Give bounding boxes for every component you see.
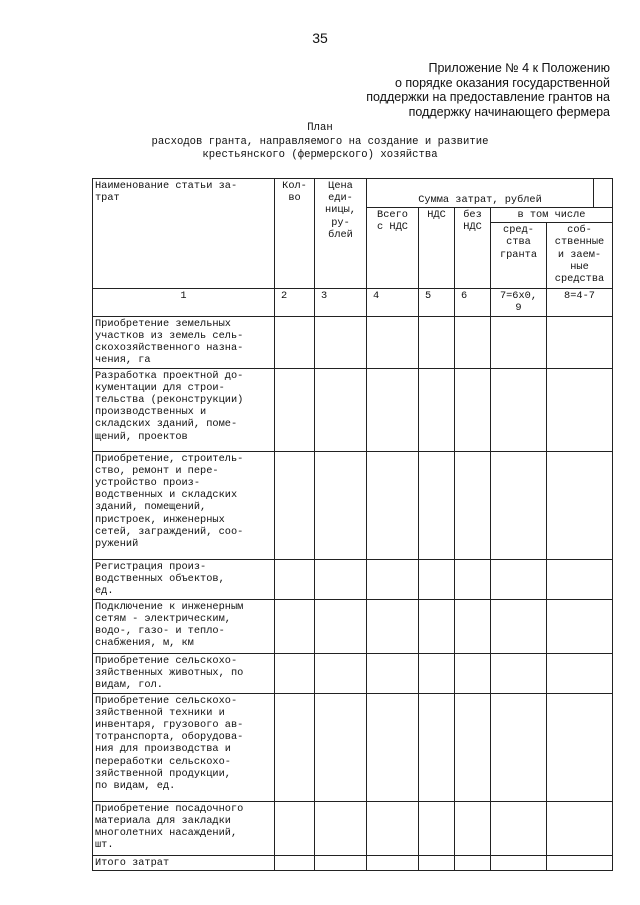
value-cell[interactable] <box>455 599 491 653</box>
column-number: 7=6х0, 9 <box>491 289 547 316</box>
row-label: Приобретение земельных участков из земель сель- скохозяйственного назна- чения, га <box>93 316 275 368</box>
value-cell[interactable] <box>367 559 419 599</box>
value-cell[interactable] <box>275 316 315 368</box>
row-label: Приобретение сельскохо- зяйственной техники и инвентаря, грузового ав- тотранспорта, оборудова- ния для производства и переработки сельскохо- зяйственной продукции, по видам, ед. <box>93 693 275 801</box>
column-number: 2 <box>275 289 315 316</box>
header-unit-price: Цена еди- ницы, ру- блей <box>315 179 367 289</box>
value-cell[interactable] <box>419 801 455 855</box>
value-cell[interactable] <box>419 653 455 693</box>
value-cell[interactable] <box>491 599 547 653</box>
value-cell[interactable] <box>547 653 613 693</box>
value-cell[interactable] <box>315 693 367 801</box>
value-cell[interactable] <box>547 559 613 599</box>
row-label: Приобретение сельскохо- зяйственных животных, по видам, гол. <box>93 653 275 693</box>
table-row <box>93 316 613 368</box>
value-cell[interactable] <box>547 855 613 870</box>
value-cell[interactable] <box>315 559 367 599</box>
header-quantity: Кол- во <box>275 179 315 289</box>
value-cell[interactable] <box>367 368 419 451</box>
row-label: Разработка проектной до- кументации для строи- тельства (реконструкции) производственных и складских зданий, поме- щений, проектов <box>93 368 275 451</box>
value-cell[interactable] <box>419 559 455 599</box>
value-cell[interactable] <box>455 855 491 870</box>
value-cell[interactable] <box>367 599 419 653</box>
appendix-line: поддержки на предоставление грантов на <box>366 90 610 104</box>
value-cell[interactable] <box>275 855 315 870</box>
value-cell[interactable] <box>275 368 315 451</box>
value-cell[interactable] <box>491 451 547 559</box>
table-row <box>93 559 613 599</box>
value-cell[interactable] <box>275 559 315 599</box>
value-cell[interactable] <box>315 451 367 559</box>
value-cell[interactable] <box>491 368 547 451</box>
value-cell[interactable] <box>455 653 491 693</box>
value-cell[interactable] <box>455 801 491 855</box>
row-label: Приобретение, строитель- ство, ремонт и пере- устройство произ- водственных и складских зданий, помещений, пристроек, инженерных сетей, заграждений, соо- ружений <box>93 451 275 559</box>
value-cell[interactable] <box>491 316 547 368</box>
value-cell[interactable] <box>491 801 547 855</box>
table-row <box>93 599 613 653</box>
value-cell[interactable] <box>455 316 491 368</box>
table-row <box>93 451 613 559</box>
row-label: Итого затрат <box>93 855 275 870</box>
value-cell[interactable] <box>367 451 419 559</box>
value-cell[interactable] <box>275 693 315 801</box>
header-without-vat: без НДС <box>455 208 491 289</box>
title-line: расходов гранта, направляемого на создание и развитие <box>151 135 489 148</box>
value-cell[interactable] <box>455 451 491 559</box>
value-cell[interactable] <box>547 801 613 855</box>
title-line: План <box>307 122 333 134</box>
row-label: Подключение к инженерным сетям - электрическим, водо-, газо- и тепло- снабжения, м, км <box>93 599 275 653</box>
value-cell[interactable] <box>547 693 613 801</box>
column-number: 8=4-7 <box>547 289 613 316</box>
value-cell[interactable] <box>275 451 315 559</box>
value-cell[interactable] <box>315 855 367 870</box>
value-cell[interactable] <box>315 599 367 653</box>
value-cell[interactable] <box>315 653 367 693</box>
document-title <box>0 122 640 163</box>
value-cell[interactable] <box>455 368 491 451</box>
value-cell[interactable] <box>419 316 455 368</box>
column-number: 4 <box>367 289 419 316</box>
value-cell[interactable] <box>419 855 455 870</box>
table-row <box>93 368 613 451</box>
value-cell[interactable] <box>315 801 367 855</box>
value-cell[interactable] <box>275 653 315 693</box>
table-row <box>93 801 613 855</box>
column-number: 5 <box>419 289 455 316</box>
value-cell[interactable] <box>547 368 613 451</box>
value-cell[interactable] <box>367 653 419 693</box>
header-own-funds: соб- ственные и заем- ные средства <box>547 223 613 289</box>
value-cell[interactable] <box>275 801 315 855</box>
value-cell[interactable] <box>315 368 367 451</box>
expense-plan-table <box>92 178 613 871</box>
row-label: Регистрация произ- водственных объектов, ед. <box>93 559 275 599</box>
value-cell[interactable] <box>419 693 455 801</box>
value-cell[interactable] <box>547 451 613 559</box>
value-cell[interactable] <box>547 316 613 368</box>
value-cell[interactable] <box>275 599 315 653</box>
value-cell[interactable] <box>547 599 613 653</box>
table-row <box>93 693 613 801</box>
value-cell[interactable] <box>315 316 367 368</box>
page-number: 35 <box>312 30 328 46</box>
value-cell[interactable] <box>491 559 547 599</box>
value-cell[interactable] <box>491 855 547 870</box>
header-total-with-vat: Всего с НДС <box>367 208 419 289</box>
appendix-line: Приложение № 4 к Положению <box>428 61 610 75</box>
value-cell[interactable] <box>455 559 491 599</box>
value-cell[interactable] <box>455 693 491 801</box>
value-cell[interactable] <box>419 451 455 559</box>
value-cell[interactable] <box>491 693 547 801</box>
appendix-header <box>366 61 610 119</box>
title-line: крестьянского (фермерского) хозяйства <box>202 149 438 161</box>
column-number: 3 <box>315 289 367 316</box>
row-label: Приобретение посадочного материала для закладки многолетних насаждений, шт. <box>93 801 275 855</box>
table-total-row <box>93 855 613 870</box>
header-blank-cell <box>594 179 613 208</box>
value-cell[interactable] <box>419 599 455 653</box>
header-including: в том числе <box>491 208 613 223</box>
value-cell[interactable] <box>419 368 455 451</box>
header-grant-funds: сред- ства гранта <box>491 223 547 289</box>
value-cell[interactable] <box>367 693 419 801</box>
value-cell[interactable] <box>491 653 547 693</box>
header-vat: НДС <box>419 208 455 289</box>
header-sum: Сумма затрат, рублей <box>367 179 594 208</box>
column-number: 1 <box>93 289 275 316</box>
value-cell[interactable] <box>367 855 419 870</box>
table-row <box>93 653 613 693</box>
appendix-line: поддержку начинающего фермера <box>408 104 610 119</box>
header-item-name: Наименование статьи за- трат <box>93 179 275 289</box>
value-cell[interactable] <box>367 801 419 855</box>
value-cell[interactable] <box>367 316 419 368</box>
appendix-line: о порядке оказания государственной <box>394 75 610 90</box>
column-number: 6 <box>455 289 491 316</box>
